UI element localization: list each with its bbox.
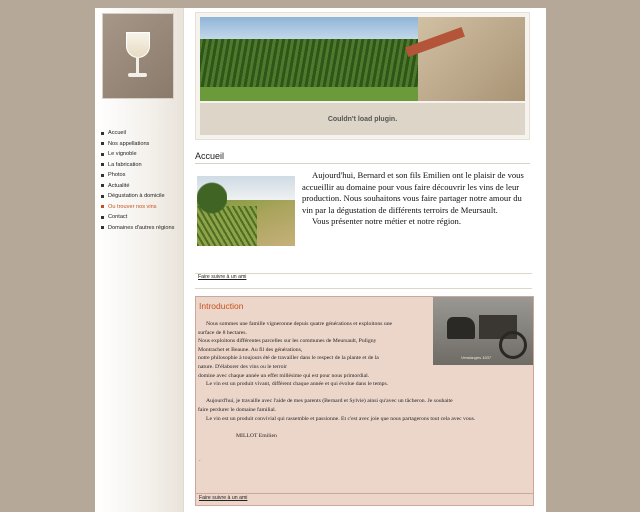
text-line: notre philosophie à toujours été de travailler dans le respect de la plante et de la [198,355,379,362]
text-line: Aujourd'hui, je travaille avec l'aide de mes parents (Bernard et Sylvie) ainsi qu'avec un tâcheron. Je souhaite [206,398,453,405]
text-line: Le vin est un produit convivial qui rassemble et passionne. Et c'est avec joie que nous partagerons tout cela avec vous. [206,415,476,422]
vineyard-photo [197,176,295,246]
text-line: nature. D'élaborer des vins ou le terroir [198,363,287,370]
header-box [195,12,530,140]
bullet-icon [101,163,104,166]
signature: MILLOT Emilien [236,432,277,439]
logo-wine-glass[interactable] [102,13,174,99]
nav-item-degustation[interactable]: Dégustation à domicile [101,191,174,202]
intro-paragraph: Aujourd'hui, Bernard et son fils Emilien ont le plaisir de vous accueillir au domaine pour vous faire découvrir les vins de leur production. Nous souhaitons vous faire partager notre amour du vin par la dégustation de différents terroirs de Meursault. [302,170,524,215]
nav-item-appellations[interactable]: Nos appellations [101,139,174,150]
text-line: Nous exploitons différentes parcelles sur les communes de Meursault, Puligny [198,338,377,345]
nav-item-contact[interactable]: Contact [101,212,174,223]
text-line: Le vin est un produit vivant, différent chaque année et qui évolue dans le temps. [206,381,389,388]
share-link[interactable]: Faire suivre à un ami [198,274,247,280]
bullet-icon [101,142,104,145]
stone-house-image [418,17,525,101]
wine-glass-icon [126,32,150,58]
introduction-text [198,320,476,440]
divider [195,163,530,164]
text-line: Montrachet et Beaune. Au fil des générations, [198,346,303,353]
bullet-icon [101,174,104,177]
vineyard-banner-image [200,17,525,101]
page [95,8,546,512]
introduction-title: Introduction [199,301,244,311]
nav-item-fabrication[interactable]: La fabrication [101,160,174,171]
photo-caption: Vendanges 1937 [461,355,492,360]
introduction-box [195,296,534,506]
divider [195,288,532,289]
intro-paragraph: Vous présenter notre métier et notre région. [312,216,461,226]
text-line: surface de 8 hectares. [198,329,247,336]
nav-item-accueil[interactable]: Accueil [101,128,174,139]
nav-item-autres-regions[interactable]: Domaines d'autres régions [101,223,174,234]
trailing-mark: . [199,457,201,463]
page-title: Accueil [195,151,225,161]
nav-item-photos[interactable]: Photos [101,170,174,181]
bullet-icon [101,195,104,198]
nav-menu [101,128,174,233]
bullet-icon [101,184,104,187]
nav-item-actualite[interactable]: Actualité [101,181,174,192]
text-line: faire perdurer le domaine familial. [198,406,277,413]
text-line: domine avec chaque année un effet millésime qui est pour nous primordial. [198,372,370,379]
text-line [198,389,433,398]
share-link[interactable]: Faire suivre à un ami [199,495,248,501]
bullet-icon [101,216,104,219]
sidebar [95,8,184,512]
divider [196,493,533,494]
nav-item-ou-trouver[interactable]: Ou trouver nos vins [101,202,174,213]
plugin-placeholder[interactable] [200,103,525,135]
bullet-icon [101,153,104,156]
bullet-icon [101,205,104,208]
nav-item-vignoble[interactable]: Le vignoble [101,149,174,160]
bullet-icon [101,132,104,135]
bullet-icon [101,226,104,229]
plugin-message: Couldn't load plugin. [327,115,398,123]
harvest-cart-photo [433,297,533,365]
text-line: Nous sommes une famille vigneronne depuis quatre générations et exploitons une [206,321,393,327]
intro-text [302,170,532,228]
